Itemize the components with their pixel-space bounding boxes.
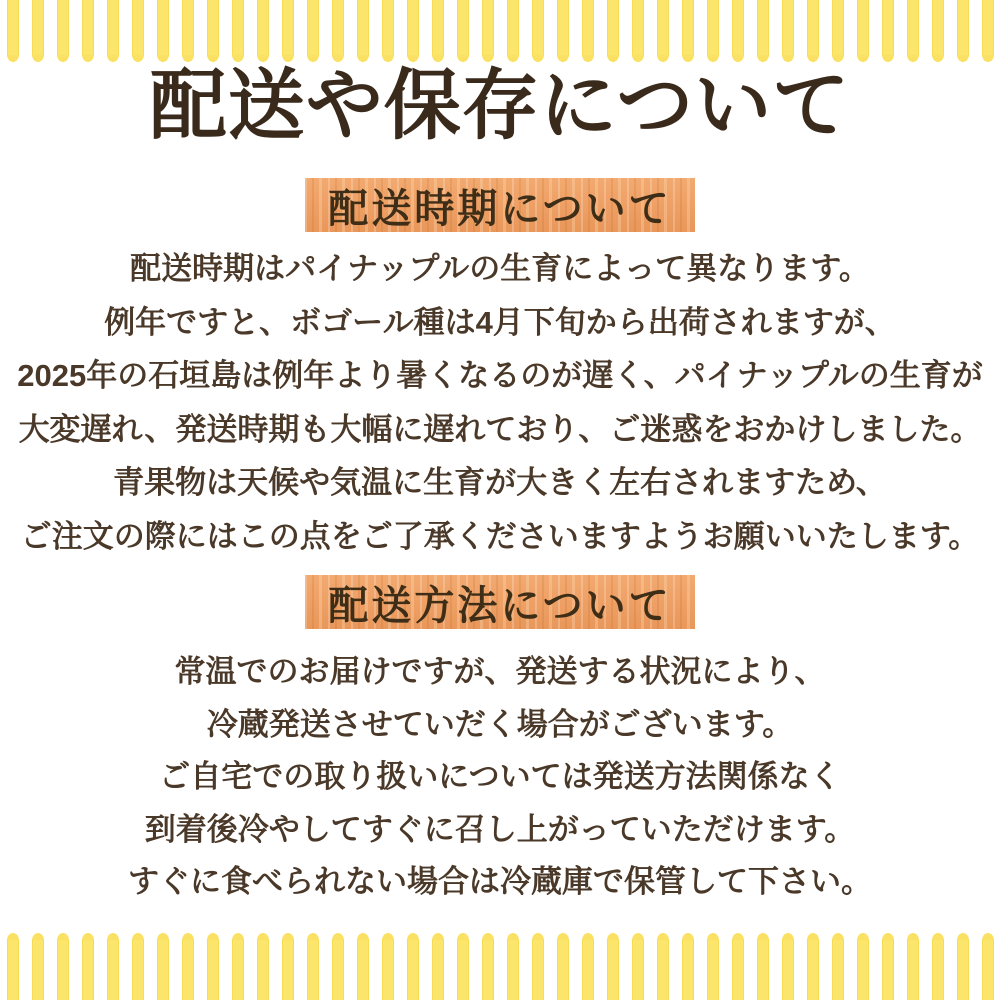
body-line: ご注文の際にはこの点をご了承くださいますようお願いいたします。 [20,518,980,554]
section-heading-shipping-method: 配送方法について [328,582,672,628]
body-line: 大変遅れ、発送時期も大幅に遅れており、ご迷惑をおかけしました。 [18,411,982,447]
stripe-border-bottom [0,933,1000,1000]
body-line: 冷蔵発送させていだく場合がございます。 [206,706,794,742]
body-line: 2025年の石垣島は例年より暑くなるのが遅く、パイナップルの生育が [17,358,983,393]
section-body-shipping-period [0,242,1000,563]
section-heading-banner-shipping-method [305,575,695,629]
section-body-shipping-method [0,646,1000,909]
body-line: 常温でのお届けですが、発送する状況により、 [174,654,826,689]
section-heading-shipping-period: 配送時期について [328,185,672,231]
body-line: すぐに食べられない場合は冷蔵庫で保管して下さい。 [128,864,872,899]
page-title: 配送や保存について [149,63,851,149]
section-heading-banner-shipping-period [305,178,695,232]
stripe-border-top [0,0,1000,62]
body-line: ご自宅での取り扱いについては発送方法関係なく [159,759,841,794]
body-line: 配送時期はパイナップルの生育によって異なります。 [130,251,870,286]
body-line: 青果物は天候や気温に生育が大きく左右されますため、 [113,465,887,500]
body-line: 到着後冷やしてすぐに召し上がっていただけます。 [144,811,856,847]
body-line: 例年ですと、ボゴール種は4月下旬から出荷されますが、 [104,304,896,340]
